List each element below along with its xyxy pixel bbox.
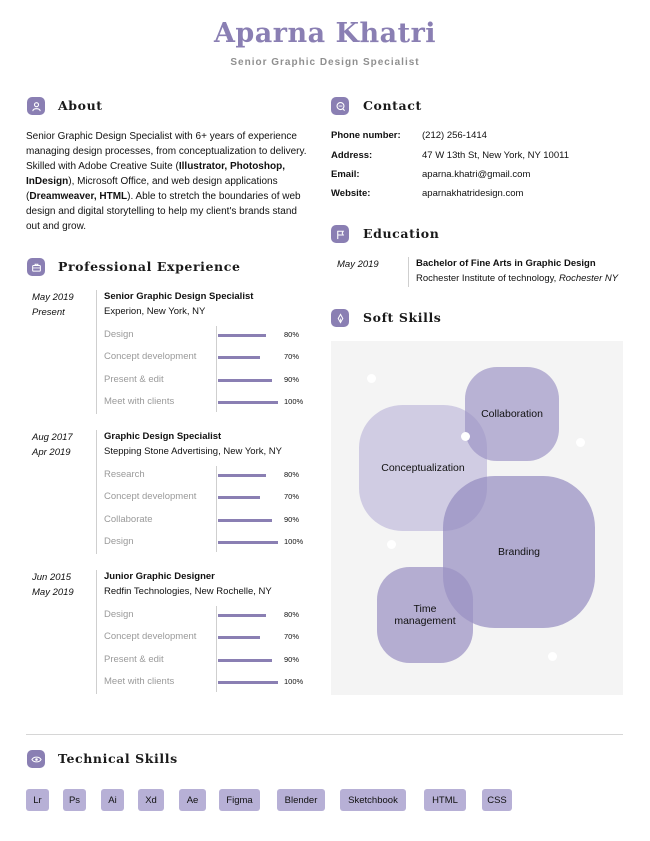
- job-3-skill-4-label: Meet with clients: [104, 676, 175, 687]
- job-1-company: Experion, New York, NY: [104, 306, 206, 317]
- job-3-end: May 2019: [32, 587, 74, 598]
- job-2-skill-2-label: Concept development: [104, 491, 197, 502]
- experience-heading: Professional Experience: [58, 259, 241, 274]
- job-1-start: May 2019: [32, 292, 74, 303]
- email-value[interactable]: aparna.khatri@gmail.com: [422, 169, 531, 180]
- job-1-skill-2-bar: [218, 356, 260, 359]
- job-1-skill-1-pct: 80%: [284, 330, 300, 339]
- job-3-skill-4-bar: [218, 681, 278, 684]
- resume-name: Aparna Khatri: [213, 18, 437, 49]
- job-2-skill-3-bar: [218, 519, 272, 522]
- job-3-skill-2-label: Concept development: [104, 631, 197, 642]
- job-2-skill-axis: [216, 466, 217, 552]
- job-3-skill-1-label: Design: [104, 609, 134, 620]
- job-2-skill-4-bar: [218, 541, 278, 544]
- eye-icon: [27, 750, 45, 768]
- decorative-dot: [387, 540, 396, 549]
- pen-icon: [331, 309, 349, 327]
- tech-tag-css: CSS: [482, 789, 512, 811]
- job-1-skill-4-label: Meet with clients: [104, 396, 175, 407]
- job-2-company: Stepping Stone Advertising, New York, NY: [104, 446, 282, 457]
- education-degree: Bachelor of Fine Arts in Graphic Design: [416, 258, 596, 269]
- job-1-skill-3-pct: 90%: [284, 375, 300, 384]
- job-3-skill-2-pct: 70%: [284, 632, 300, 641]
- job-2-skill-1-bar: [218, 474, 266, 477]
- about-heading: About: [58, 98, 103, 113]
- job-1-skill-1-label: Design: [104, 329, 134, 340]
- job-2-divider: [96, 430, 97, 554]
- tech-tag-ae: Ae: [179, 789, 206, 811]
- tech-tag-xd: Xd: [138, 789, 164, 811]
- job-3-company: Redfin Technologies, New Rochelle, NY: [104, 586, 272, 597]
- tech-tag-blender: Blender: [277, 789, 325, 811]
- job-2-end: Apr 2019: [32, 447, 71, 458]
- job-3-skill-4-pct: 100%: [284, 677, 304, 686]
- user-icon: [27, 97, 45, 115]
- phone-label: Phone number:: [331, 130, 401, 141]
- briefcase-icon: [27, 258, 45, 276]
- chat-icon: [331, 97, 349, 115]
- about-text: Senior Graphic Design Specialist with 6+ years of experience managing design processes, from conceptualization to delivery. Skilled with Adobe Creative Suite (Illustrator, Photoshop, InDesign), Microsoft Office, and web design applications (Dreamweaver, HTML). Able to stretch the boundaries of web design and digital storytelling to help my client's brands stand out and grow.: [26, 131, 307, 232]
- email-label: Email:: [331, 169, 360, 180]
- job-2-skill-1-label: Research: [104, 469, 145, 480]
- job-1-divider: [96, 290, 97, 414]
- tech-tag-figma: Figma: [219, 789, 260, 811]
- address-value: 47 W 13th St, New York, NY 10011: [422, 150, 569, 161]
- website-label: Website:: [331, 188, 371, 199]
- job-1-skill-4-pct: 100%: [284, 397, 304, 406]
- job-2-skill-4-label: Design: [104, 536, 134, 547]
- decorative-dot: [576, 438, 585, 447]
- job-1-skill-3-label: Present & edit: [104, 374, 164, 385]
- job-1-skill-axis: [216, 326, 217, 412]
- job-2-skill-1-pct: 80%: [284, 470, 300, 479]
- job-3-divider: [96, 570, 97, 694]
- job-2-skill-3-label: Collaborate: [104, 514, 153, 525]
- job-3-start: Jun 2015: [32, 572, 72, 583]
- tech-tag-lr: Lr: [26, 789, 49, 811]
- website-value[interactable]: aparnakhatridesign.com: [422, 188, 524, 199]
- job-3-skill-2-bar: [218, 636, 260, 639]
- job-2-skill-3-pct: 90%: [284, 515, 300, 524]
- job-2-skill-4-pct: 100%: [284, 537, 304, 546]
- decorative-dot: [367, 374, 376, 383]
- job-3-skill-1-pct: 80%: [284, 610, 300, 619]
- job-2-start: Aug 2017: [32, 432, 73, 443]
- tech-tag-ai: Ai: [101, 789, 124, 811]
- job-3-skill-3-pct: 90%: [284, 655, 300, 664]
- job-1-title: Senior Graphic Design Specialist: [104, 291, 254, 302]
- tech-tag-sketchbook: Sketchbook: [340, 789, 406, 811]
- job-3-skill-3-label: Present & edit: [104, 654, 164, 665]
- job-2-skill-2-bar: [218, 496, 260, 499]
- job-1-skill-1-bar: [218, 334, 266, 337]
- job-2-skill-2-pct: 70%: [284, 492, 300, 501]
- education-divider: [408, 257, 409, 287]
- flag-icon: [331, 225, 349, 243]
- soft-skill-bubble-branding: Branding: [443, 476, 595, 628]
- job-1-end: Present: [32, 307, 65, 318]
- technical-skills-heading: Technical Skills: [58, 751, 178, 766]
- job-1-skill-3-bar: [218, 379, 272, 382]
- soft-skills-panel: [331, 341, 623, 695]
- job-3-skill-1-bar: [218, 614, 266, 617]
- contact-heading: Contact: [363, 98, 422, 113]
- job-3-title: Junior Graphic Designer: [104, 571, 215, 582]
- soft-skill-bubble-collaboration: Collaboration: [465, 367, 559, 461]
- resume-subtitle: Senior Graphic Design Specialist: [230, 57, 420, 68]
- soft-skills-heading: Soft Skills: [363, 310, 442, 325]
- job-3-skill-3-bar: [218, 659, 272, 662]
- job-1-skill-2-pct: 70%: [284, 352, 300, 361]
- address-label: Address:: [331, 150, 373, 161]
- tech-tag-html: HTML: [424, 789, 466, 811]
- decorative-dot: [548, 652, 557, 661]
- job-3-skill-axis: [216, 606, 217, 692]
- job-1-skill-2-label: Concept development: [104, 351, 197, 362]
- education-date: May 2019: [337, 259, 379, 270]
- job-1-skill-4-bar: [218, 401, 278, 404]
- education-heading: Education: [363, 226, 440, 241]
- job-2-title: Graphic Design Specialist: [104, 431, 222, 442]
- soft-skill-bubble-conceptualization: Conceptualization: [359, 405, 487, 531]
- decorative-dot: [461, 432, 470, 441]
- section-divider: [26, 734, 623, 735]
- phone-value: (212) 256-1414: [422, 130, 487, 141]
- soft-skill-bubble-time-management: Time management: [377, 567, 473, 663]
- tech-tag-ps: Ps: [63, 789, 86, 811]
- education-school: Rochester Institute of technology, Rochester NY: [416, 273, 619, 284]
